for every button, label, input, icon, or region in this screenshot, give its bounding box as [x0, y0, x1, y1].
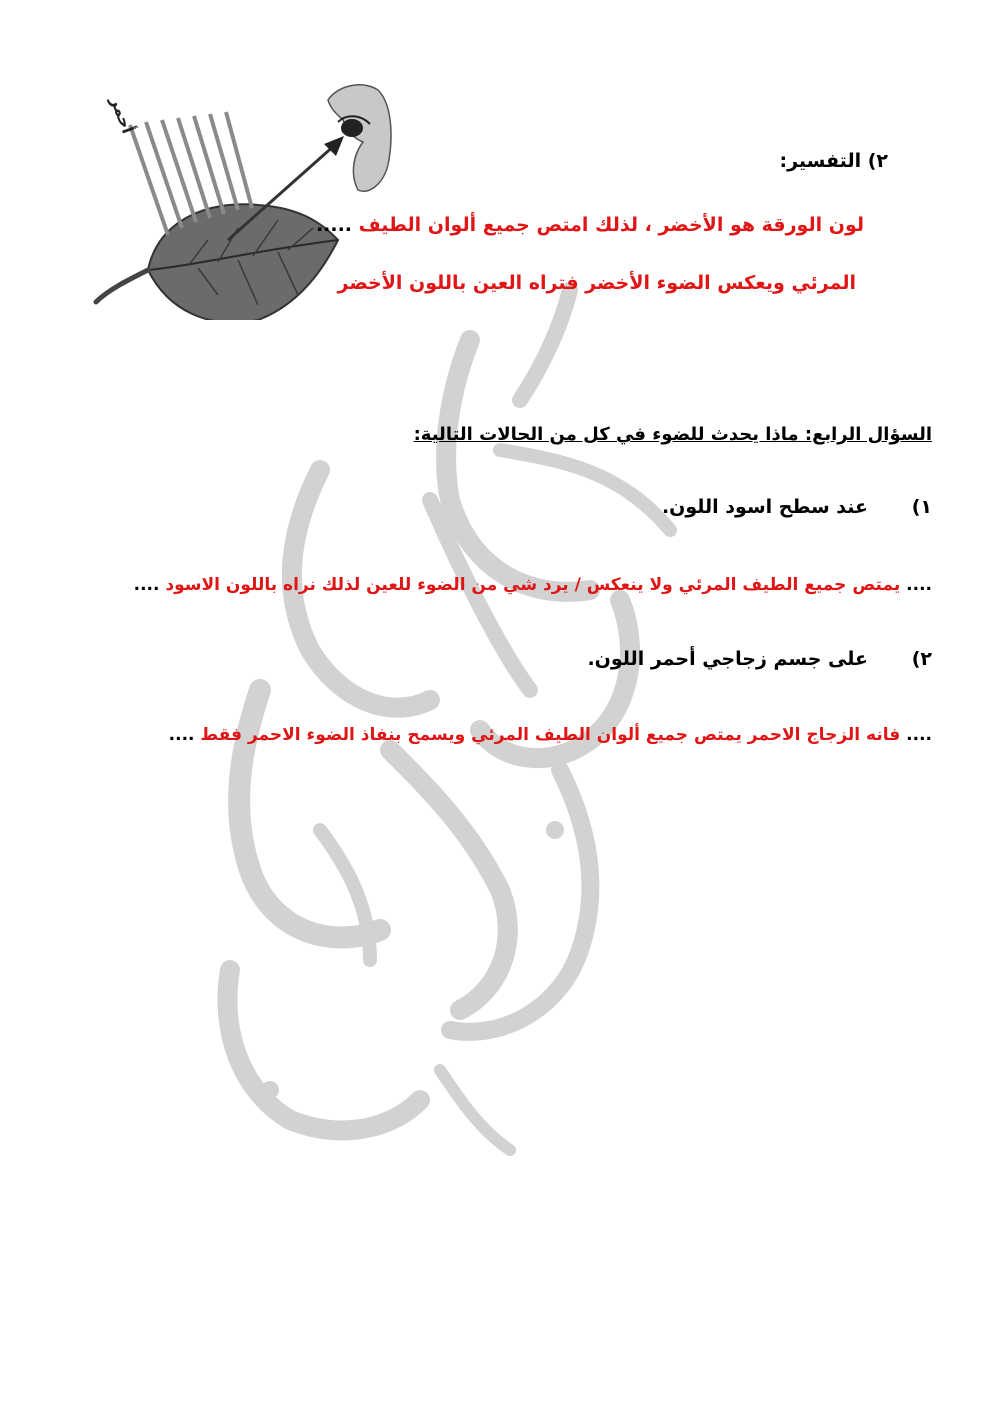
item-2-answer	[169, 725, 932, 745]
item-2-number: ٢)	[911, 648, 932, 670]
explanation-line-1	[316, 214, 864, 236]
item-1-question-text: عند سطح اسود اللون.	[661, 496, 868, 518]
item-2-question-text: على جسم زجاجي أحمر اللون.	[587, 648, 868, 670]
item-2-answer-suffix: ....	[168, 725, 195, 745]
item-1-question	[662, 496, 932, 518]
handwritten-watermark	[200, 270, 800, 1170]
item-1-answer-text: يمتص جميع الطيف المرئي ولا ينعكس / يرد شي من الضوء للعين لذلك نراه باللون الاسود	[165, 575, 901, 595]
red-label: أحمر	[106, 94, 138, 136]
item-2-answer-text: فانه الزجاج الاحمر يمتص جميع ألوان الطيف المرئي ويسمح بنفاذ الضوء الاحمر فقط	[200, 725, 901, 745]
leaf-shape	[148, 204, 338, 320]
explanation-line-1-text: لون الورقة هو الأخضر ، لذلك امتص جميع ألوان الطيف	[358, 214, 864, 236]
item-1-answer	[134, 575, 932, 595]
item-2-answer-prefix: ....	[906, 725, 932, 745]
eye-icon	[328, 85, 391, 191]
explanation-heading: ٢) التفسير:	[779, 150, 888, 172]
explanation-line-1-dots: .....	[315, 214, 353, 236]
item-1-number: ١)	[911, 496, 932, 518]
question-4-heading: السؤال الرابع: ماذا يحدث للضوء في كل من الحالات التالية:	[413, 424, 932, 445]
item-1-answer-suffix: ....	[133, 575, 160, 595]
item-2-question	[587, 648, 932, 670]
item-1-answer-prefix: ....	[906, 575, 932, 595]
explanation-line-2: المرئي ويعكس الضوء الأخضر فتراه العين باللون الأخضر	[337, 272, 856, 294]
